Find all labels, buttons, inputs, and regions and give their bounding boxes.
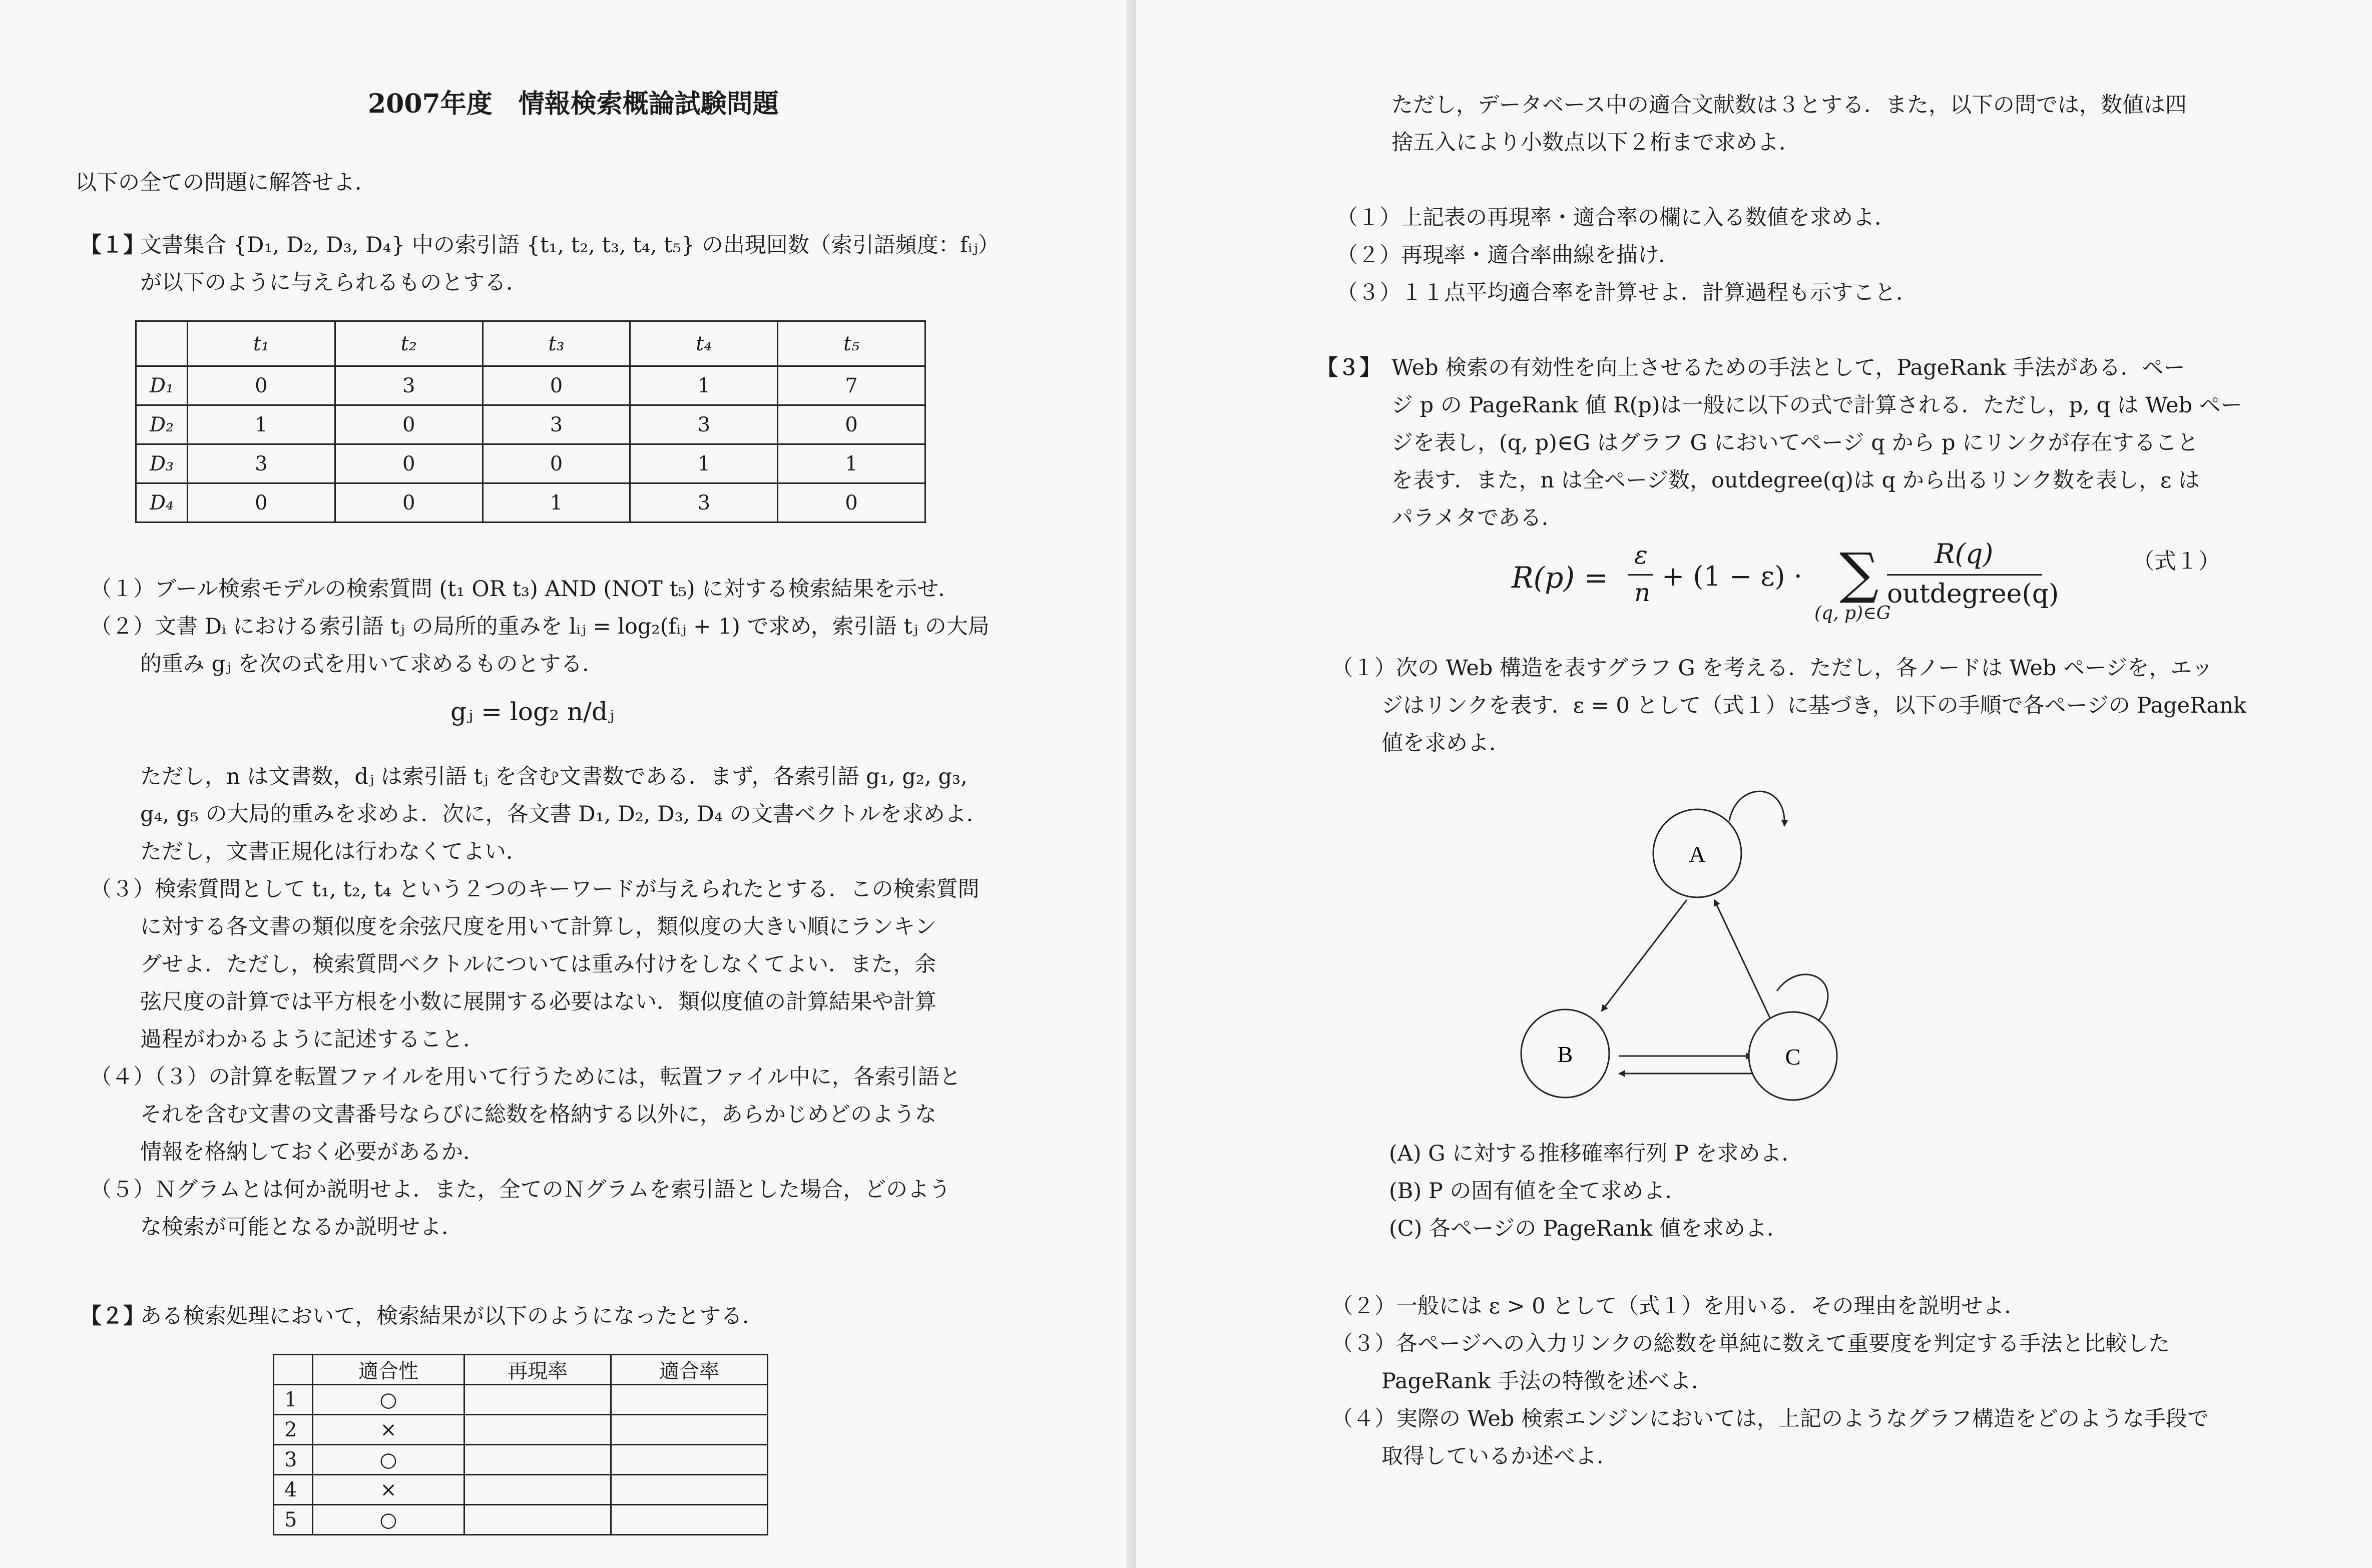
right-page xyxy=(1136,0,2372,1568)
recall-cell xyxy=(464,1505,611,1535)
formula-denominator: outdegree(q) xyxy=(1887,579,2059,609)
table-header-cell: 適合率 xyxy=(611,1355,768,1385)
q3-step-a: (A) G に対する推移確率行列 P を求めよ． xyxy=(1389,1141,1803,1166)
table-row xyxy=(136,444,925,483)
table-header-cell: 再現率 xyxy=(464,1355,611,1385)
table-row xyxy=(136,366,925,405)
formula-tag: （式１） xyxy=(2132,549,2220,574)
table-cell: 1 xyxy=(630,366,778,405)
table-cell: 3 xyxy=(274,1445,313,1475)
recall-cell xyxy=(464,1445,611,1475)
table-cell: 3 xyxy=(630,483,778,522)
q3-step-b: (B) P の固有値を全て求めよ． xyxy=(1389,1179,1687,1204)
recall-cell xyxy=(464,1415,611,1445)
precision-cell xyxy=(611,1475,768,1505)
q1-sub2-a: （２）文書 Dᵢ における索引語 tⱼ の局所的重みを lᵢⱼ = log₂(fᵢⱼ + 1) で求め，索引語 tⱼ の大局 xyxy=(90,614,990,639)
sum-symbol: ∑ xyxy=(1839,541,1879,605)
q3-sub1-b: ジはリンクを表す．ε = 0 として（式１）に基づき，以下の手順で各ページの PageRank xyxy=(1381,693,2246,718)
table-cell: 1 xyxy=(274,1385,313,1415)
table-header-cell: t₂ xyxy=(335,321,483,366)
frequency-table xyxy=(135,320,926,523)
table-cell: D₄ xyxy=(136,483,188,522)
table-header-cell: 適合性 xyxy=(313,1355,464,1385)
q1-sub4-b: それを含む文書の文書番号ならびに総数を格納する以外に，あらかじめどのような xyxy=(140,1102,936,1127)
precision-cell xyxy=(611,1445,768,1475)
q3-line5: パラメタである． xyxy=(1391,505,1563,531)
q3-sub4-b: 取得しているか述べよ． xyxy=(1381,1444,1618,1469)
q2-label: 【２】 xyxy=(80,1304,145,1329)
formula-eps: ε xyxy=(1634,541,1648,570)
q1-sub1: （１）ブール検索モデルの検索質問 (t₁ OR t₃) AND (NOT t₅) に対する検索結果を示せ． xyxy=(90,577,960,602)
web-graph xyxy=(1487,771,2087,1141)
q2-sub3: （３）１１点平均適合率を計算せよ．計算過程も示すこと． xyxy=(1336,280,1918,305)
q1-label: 【１】 xyxy=(80,233,145,258)
q1-sub3-e: 過程がわかるように記述すること． xyxy=(140,1027,485,1052)
table-cell: 0 xyxy=(188,366,335,405)
table-cell: × xyxy=(313,1475,464,1505)
q3-sub1-a: （１）次の Web 構造を表すグラフ G を考える．ただし，各ノードは Web ページを，エッ xyxy=(1331,656,2213,681)
page-title: 2007年度 情報検索概論試験問題 xyxy=(368,89,779,119)
table-header-cell xyxy=(136,321,188,366)
table-cell: 1 xyxy=(483,483,630,522)
table-cell: 3 xyxy=(335,366,483,405)
table-cell: 3 xyxy=(630,405,778,444)
q3-step-c: (C) 各ページの PageRank 値を求めよ． xyxy=(1389,1216,1788,1241)
node-c-label: C xyxy=(1785,1044,1801,1070)
table-row xyxy=(136,483,925,522)
q3-sub2: （２）一般には ε > 0 として（式１）を用いる．その理由を説明せよ． xyxy=(1331,1294,2026,1319)
q2-sub1: （１）上記表の再現率・適合率の欄に入る数値を求めよ． xyxy=(1336,205,1896,230)
intro-text: 以下の全ての問題に解答せよ． xyxy=(75,170,376,195)
table-cell: 0 xyxy=(483,444,630,483)
q1-sub5-a: （５）Ｎグラムとは何か説明せよ．また，全てのＮグラムを索引語とした場合，どのよう xyxy=(90,1177,951,1202)
q1-sub3-b: に対する各文書の類似度を余弦尺度を用いて計算し，類似度の大きい順にランキン xyxy=(140,914,936,939)
table-cell: 0 xyxy=(335,444,483,483)
table-cell: 0 xyxy=(778,483,925,522)
table-header-cell: t₅ xyxy=(778,321,925,366)
fraction-bar xyxy=(1887,574,2042,576)
table-cell: ○ xyxy=(313,1505,464,1535)
pagerank-formula xyxy=(1512,538,2220,638)
table-cell: 1 xyxy=(630,444,778,483)
table-row xyxy=(274,1415,768,1445)
precision-cell xyxy=(611,1505,768,1535)
precision-cell xyxy=(611,1415,768,1445)
table-cell: 7 xyxy=(778,366,925,405)
table-cell: 3 xyxy=(188,444,335,483)
q2-cont-2: 捨五入により小数点以下２桁まで求めよ． xyxy=(1391,130,1800,155)
q1-sub2-e: ただし，文書正規化は行わなくてよい． xyxy=(140,839,528,864)
q3-sub4-a: （４）実際の Web 検索エンジンにおいては，上記のようなグラフ構造をどのような手段で xyxy=(1331,1406,2209,1431)
q3-label: 【３】 xyxy=(1316,355,1381,380)
q1-line1: 文書集合 {D₁, D₂, D₃, D₄} 中の索引語 {t₁, t₂, t₃, t₄, t₅} の出現回数（索引語頻度：fᵢⱼ） xyxy=(140,233,1000,258)
table-cell: 4 xyxy=(274,1475,313,1505)
q1-sub3-a: （３）検索質問として t₁, t₂, t₄ という２つのキーワードが与えられたとする．この検索質問 xyxy=(90,877,980,902)
sum-subscript: (q, p)∈G xyxy=(1814,603,1891,624)
table-cell: 3 xyxy=(483,405,630,444)
formula-n: n xyxy=(1634,578,1651,607)
q3-sub3-a: （３）各ページへの入力リンクの総数を単純に数えて重要度を判定する手法と比較した xyxy=(1331,1331,2170,1356)
fraction-bar xyxy=(1628,574,1653,576)
formula-middle: + (1 − ε) · xyxy=(1662,561,1802,592)
table-cell: × xyxy=(313,1415,464,1445)
q1-sub2-b: 的重み gⱼ を次の式を用いて求めるものとする． xyxy=(140,652,604,677)
table-row xyxy=(136,405,925,444)
table-cell: 5 xyxy=(274,1505,313,1535)
q3-line4: を表す．また，n は全ページ数，outdegree(q)は q から出るリンク数を表し，ε は xyxy=(1391,468,2200,493)
q3-line3: ジを表し，(q, p)∈G はグラフ G においてページ q から p にリンクが存在すること xyxy=(1391,430,2199,455)
q3-line1: Web 検索の有効性を向上させるための手法として，PageRank 手法がある．ペー xyxy=(1391,355,2185,380)
q2-sub2: （２）再現率・適合率曲線を描け． xyxy=(1336,243,1680,268)
table-row xyxy=(274,1475,768,1505)
table-cell: 1 xyxy=(778,444,925,483)
table-cell: D₂ xyxy=(136,405,188,444)
q1-sub2-d: g₄, g₅ の大局的重みを求めよ．次に，各文書 D₁, D₂, D₃, D₄ の文書ベクトルを求めよ． xyxy=(140,802,988,827)
precision-cell xyxy=(611,1385,768,1415)
q3-sub1-c: 値を求めよ． xyxy=(1381,731,1511,756)
self-loop-a-edge xyxy=(1729,791,1784,826)
left-page xyxy=(0,0,1131,1568)
q3-line2: ジ p の PageRank 値 R(p)は一般に以下の式で計算される．ただし，p, q は Web ペー xyxy=(1391,393,2242,418)
formula-lhs: R(p) = xyxy=(1512,561,1609,595)
global-weight-formula: gⱼ = log₂ n/dⱼ xyxy=(450,697,615,726)
q1-line2: が以下のように与えられるものとする． xyxy=(140,270,528,295)
table-header-cell: t₁ xyxy=(188,321,335,366)
q1-sub3-d: 弦尺度の計算では平方根を小数に展開する必要はない．類似度値の計算結果や計算 xyxy=(140,989,936,1014)
table-row xyxy=(274,1505,768,1535)
table-header-cell xyxy=(274,1355,313,1385)
table-cell: 0 xyxy=(778,405,925,444)
node-b-label: B xyxy=(1557,1041,1573,1067)
formula-numerator: R(q) xyxy=(1935,538,1994,570)
q1-sub4-a: （４）（３）の計算を転置ファイルを用いて行うためには，転置ファイル中に，各索引語と xyxy=(90,1065,961,1090)
table-cell: 2 xyxy=(274,1415,313,1445)
q1-sub2-c: ただし，n は文書数，dⱼ は索引語 tⱼ を含む文書数である．まず，各索引語 g₁, g₂, g₃, xyxy=(140,764,968,789)
table-cell: 0 xyxy=(483,366,630,405)
recall-cell xyxy=(464,1475,611,1505)
table-cell: D₁ xyxy=(136,366,188,405)
q1-sub5-b: な検索が可能となるか説明せよ． xyxy=(140,1215,463,1240)
q3-sub3-b: PageRank 手法の特徴を述べよ． xyxy=(1381,1369,1713,1394)
table-cell: ○ xyxy=(313,1445,464,1475)
table-header-cell: t₄ xyxy=(630,321,778,366)
q2-line1: ある検索処理において，検索結果が以下のようになったとする． xyxy=(140,1304,764,1329)
search-result-table xyxy=(273,1354,768,1535)
table-cell: ○ xyxy=(313,1385,464,1415)
q1-sub3-c: グせよ．ただし，検索質問ベクトルについては重み付けをしなくてよい．また，余 xyxy=(140,952,936,977)
table-cell: 0 xyxy=(335,483,483,522)
q2-cont-1: ただし，データベース中の適合文献数は３とする．また，以下の問では，数値は四 xyxy=(1391,93,2187,118)
edge-a-to-b xyxy=(1602,900,1687,1011)
table-cell: 1 xyxy=(188,405,335,444)
table-row xyxy=(274,1385,768,1415)
table-cell: D₃ xyxy=(136,444,188,483)
node-a-label: A xyxy=(1689,841,1706,867)
recall-cell xyxy=(464,1385,611,1415)
table-row xyxy=(274,1445,768,1475)
q1-sub4-c: 情報を格納しておく必要があるか． xyxy=(140,1140,485,1165)
table-header-cell: t₃ xyxy=(483,321,630,366)
table-cell: 0 xyxy=(335,405,483,444)
table-cell: 0 xyxy=(188,483,335,522)
